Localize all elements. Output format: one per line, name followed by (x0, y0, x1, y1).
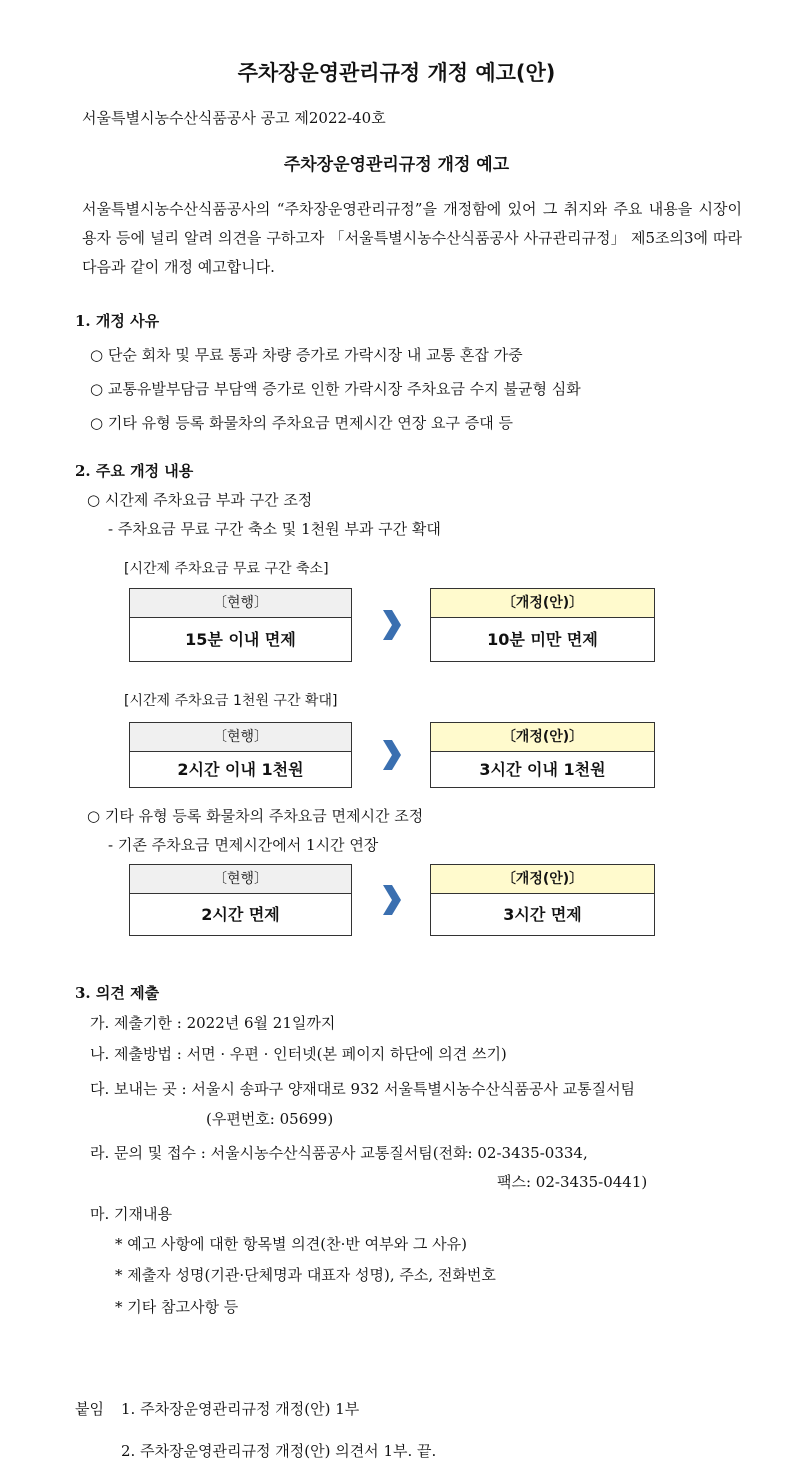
group-label: [시간제 주차요금 무료 구간 축소] (124, 561, 329, 577)
arrow-right-icon (381, 610, 401, 640)
current-header: 〔현행〕 (130, 865, 351, 894)
revised-box (430, 864, 655, 936)
page-title: 주차장운영관리규정 개정 예고(안) (237, 61, 556, 85)
arrow-right-icon (381, 885, 401, 915)
postal-code: (우편번호: 05699) (206, 1110, 334, 1128)
revised-value: 10분 미만 면제 (487, 630, 598, 649)
list-sub-item: - 주차요금 무료 구간 축소 및 1천원 부과 구간 확대 (108, 520, 441, 538)
attachment-item: 1. 주차장운영관리규정 개정(안) 1부 (121, 1400, 360, 1418)
attachment-item: 2. 주차장운영관리규정 개정(안) 의견서 1부. 끝. (121, 1442, 437, 1460)
revised-box (430, 722, 655, 788)
attachment-label: 붙임 (75, 1400, 104, 1418)
section2-heading: 2. 주요 개정 내용 (75, 462, 194, 480)
current-box (129, 722, 352, 788)
current-box (129, 588, 352, 662)
section1-heading: 1. 개정 사유 (75, 312, 160, 330)
arrow-right-icon (381, 740, 401, 770)
list-item: ○ 기타 유형 등록 화물차의 주차요금 면제시간 조정 (87, 807, 424, 825)
notice-subtitle: 주차장운영관리규정 개정 예고 (283, 155, 510, 175)
list-item: ○ 시간제 주차요금 부과 구간 조정 (87, 491, 313, 509)
list-item: 가. 제출기한 : 2022년 6월 21일까지 (90, 1014, 336, 1032)
list-item: 마. 기재내용 (90, 1205, 172, 1223)
revised-box (430, 588, 655, 662)
list-item: ○ 단순 회차 및 무료 통과 차량 증가로 가락시장 내 교통 혼잡 가중 (90, 346, 523, 364)
current-header: 〔현행〕 (130, 723, 351, 752)
list-item: ○ 교통유발부담금 부담액 증가로 인한 가락시장 주차요금 수지 불균형 심화 (90, 380, 581, 398)
notice-number: 서울특별시농수산식품공사 공고 제2022-40호 (82, 109, 386, 127)
group-label: [시간제 주차요금 1천원 구간 확대] (124, 693, 338, 709)
list-item: 다. 보내는 곳 : 서울시 송파구 양재대로 932 서울특별시농수산식품공사 교통질서팀 (90, 1080, 636, 1098)
revised-header: 〔개정(안)〕 (431, 589, 654, 618)
revised-header: 〔개정(안)〕 (431, 723, 654, 752)
list-sub-item: - 기존 주차요금 면제시간에서 1시간 연장 (108, 836, 379, 854)
list-sub-item: * 제출자 성명(기관·단체명과 대표자 성명), 주소, 전화번호 (115, 1266, 496, 1284)
list-sub-item: * 기타 참고사항 등 (115, 1298, 239, 1316)
list-item: 나. 제출방법 : 서면 · 우편 · 인터넷(본 페이지 하단에 의견 쓰기) (90, 1045, 507, 1063)
current-value: 2시간 면제 (201, 905, 280, 924)
intro-paragraph: 서울특별시농수산식품공사의 “주차장운영관리규정”을 개정함에 있어 그 취지와 주요 내용을 시장이용자 등에 널리 알려 의견을 구하고자 「서울특별시농수산식품공사 사규관리규정」 제5조의3에 따라 다음과 같이 개정 예고합니다. (82, 200, 742, 276)
current-header: 〔현행〕 (130, 589, 351, 618)
revised-value: 3시간 이내 1천원 (479, 760, 606, 779)
fax-number: 팩스: 02-3435-0441) (497, 1173, 648, 1191)
current-value: 15분 이내 면제 (185, 630, 296, 649)
current-box (129, 864, 352, 936)
list-item: 라. 문의 및 접수 : 서울시농수산식품공사 교통질서팀(전화: 02-3435-0334, (90, 1144, 588, 1162)
list-sub-item: * 예고 사항에 대한 항목별 의견(찬·반 여부와 그 사유) (115, 1235, 467, 1253)
list-item: ○ 기타 유형 등록 화물차의 주차요금 면제시간 연장 요구 증대 등 (90, 414, 514, 432)
revised-header: 〔개정(안)〕 (431, 865, 654, 894)
section3-heading: 3. 의견 제출 (75, 984, 160, 1002)
current-value: 2시간 이내 1천원 (177, 760, 304, 779)
revised-value: 3시간 면제 (503, 905, 582, 924)
